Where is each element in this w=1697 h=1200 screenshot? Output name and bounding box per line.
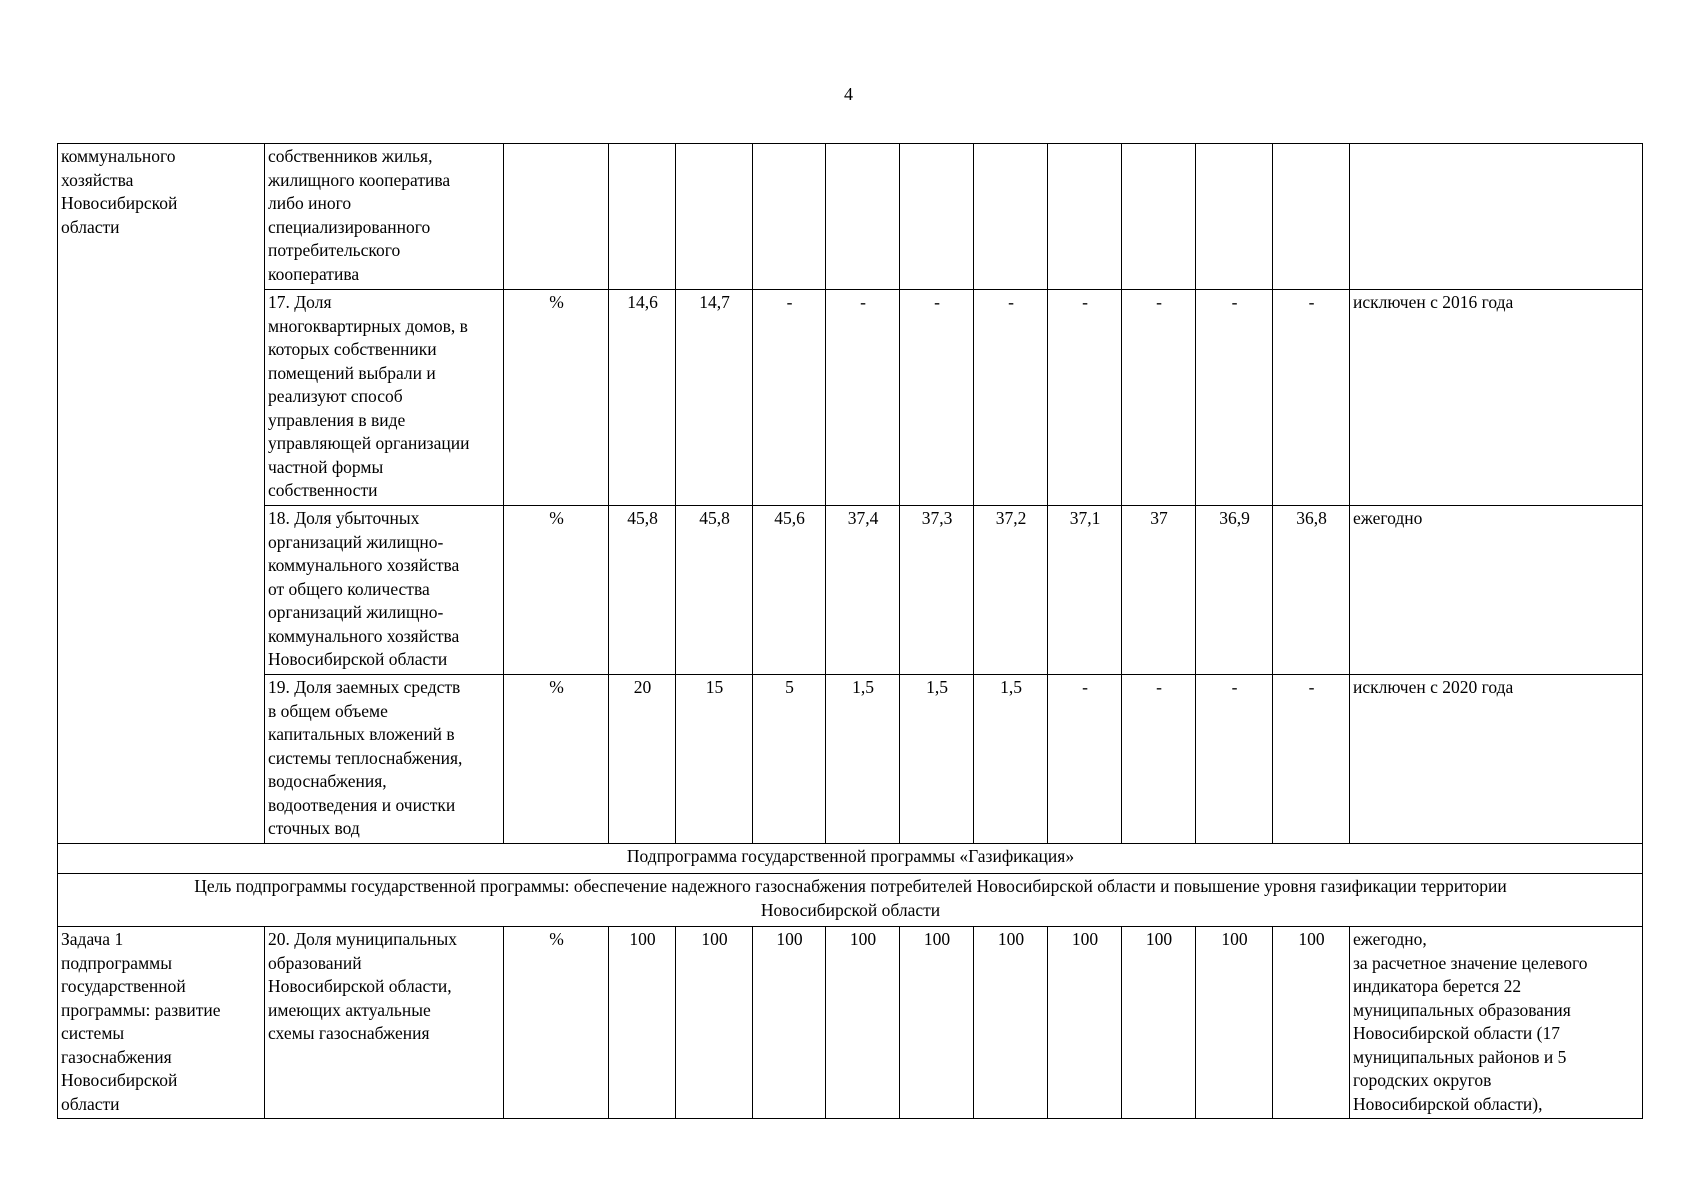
value-cell: 100	[900, 927, 974, 1119]
note-cell	[1350, 144, 1643, 290]
value-cell: 37	[1122, 506, 1196, 675]
unit-cell	[504, 144, 609, 290]
value-cell: 100	[1196, 927, 1273, 1119]
value-cell: 100	[1048, 927, 1122, 1119]
value-cell: -	[826, 290, 900, 506]
value-cell	[1196, 144, 1273, 290]
unit-cell: %	[504, 927, 609, 1119]
value-cell	[974, 144, 1048, 290]
value-cell: -	[1273, 675, 1350, 844]
value-cell: 45,6	[753, 506, 826, 675]
indicator-name-cell: 18. Доля убыточных организаций жилищно- коммунального хозяйства от общего количества организаций жилищно- коммунального хозяйства Новосибирской области	[265, 506, 504, 675]
value-cell	[609, 144, 676, 290]
value-cell: 100	[609, 927, 676, 1119]
section-header-row	[58, 844, 1643, 874]
indicator-name-cell: 19. Доля заемных средств в общем объеме капитальных вложений в системы теплоснабжения, водоснабжения, водоотведения и очистки сточных вод	[265, 675, 504, 844]
value-cell: 15	[676, 675, 753, 844]
value-cell	[676, 144, 753, 290]
unit-cell: %	[504, 675, 609, 844]
value-cell: 14,6	[609, 290, 676, 506]
value-cell: -	[1048, 675, 1122, 844]
task-cell: коммунального хозяйства Новосибирской области	[58, 144, 265, 844]
value-cell: 14,7	[676, 290, 753, 506]
value-cell: 100	[676, 927, 753, 1119]
indicator-name-cell: 20. Доля муниципальных образований Новосибирской области, имеющих актуальные схемы газоснабжения	[265, 927, 504, 1119]
value-cell	[826, 144, 900, 290]
value-cell	[1122, 144, 1196, 290]
value-cell: 1,5	[974, 675, 1048, 844]
value-cell	[1048, 144, 1122, 290]
value-cell: 100	[826, 927, 900, 1119]
value-cell: 5	[753, 675, 826, 844]
task-cell: Задача 1 подпрограммы государственной программы: развитие системы газоснабжения Новосибирской области	[58, 927, 265, 1119]
table-row	[58, 144, 1643, 290]
unit-cell: %	[504, 290, 609, 506]
note-cell: исключен с 2020 года	[1350, 675, 1643, 844]
value-cell: -	[900, 290, 974, 506]
subprogram-goal: Цель подпрограммы государственной программы: обеспечение надежного газоснабжения потребителей Новосибирской области и повышение уровня газификации территории Новосибирской области	[58, 874, 1643, 927]
note-cell: исключен с 2016 года	[1350, 290, 1643, 506]
page-number: 4	[844, 84, 853, 104]
value-cell: -	[1048, 290, 1122, 506]
table-row	[58, 506, 1643, 675]
value-cell	[900, 144, 974, 290]
indicator-name-cell: собственников жилья, жилищного кооператива либо иного специализированного потребительского кооператива	[265, 144, 504, 290]
value-cell: -	[1196, 290, 1273, 506]
value-cell: 1,5	[826, 675, 900, 844]
value-cell	[753, 144, 826, 290]
value-cell: 45,8	[676, 506, 753, 675]
table-row	[58, 675, 1643, 844]
note-cell: ежегодно, за расчетное значение целевого индикатора берется 22 муниципальных образования Новосибирской области (17 муниципальных районов и 5 городских округов Новосибирской области),	[1350, 927, 1643, 1119]
value-cell: 37,4	[826, 506, 900, 675]
value-cell: 36,9	[1196, 506, 1273, 675]
value-cell: -	[1196, 675, 1273, 844]
value-cell: 100	[753, 927, 826, 1119]
note-cell: ежегодно	[1350, 506, 1643, 675]
indicators-table	[57, 143, 1643, 1119]
table-row	[58, 927, 1643, 1119]
value-cell: -	[753, 290, 826, 506]
value-cell: -	[1122, 290, 1196, 506]
value-cell: 36,8	[1273, 506, 1350, 675]
value-cell: 20	[609, 675, 676, 844]
value-cell: 100	[1122, 927, 1196, 1119]
indicator-name-cell: 17. Доля многоквартирных домов, в которых собственники помещений выбрали и реализуют способ управления в виде управляющей организации частной формы собственности	[265, 290, 504, 506]
value-cell: 100	[1273, 927, 1350, 1119]
value-cell: 37,1	[1048, 506, 1122, 675]
value-cell: 37,3	[900, 506, 974, 675]
value-cell: -	[974, 290, 1048, 506]
value-cell: -	[1273, 290, 1350, 506]
value-cell: -	[1122, 675, 1196, 844]
section-goal-row	[58, 874, 1643, 927]
subprogram-title: Подпрограмма государственной программы «Газификация»	[58, 844, 1643, 874]
table-row	[58, 290, 1643, 506]
unit-cell: %	[504, 506, 609, 675]
value-cell: 37,2	[974, 506, 1048, 675]
value-cell: 100	[974, 927, 1048, 1119]
value-cell: 1,5	[900, 675, 974, 844]
value-cell: 45,8	[609, 506, 676, 675]
value-cell	[1273, 144, 1350, 290]
